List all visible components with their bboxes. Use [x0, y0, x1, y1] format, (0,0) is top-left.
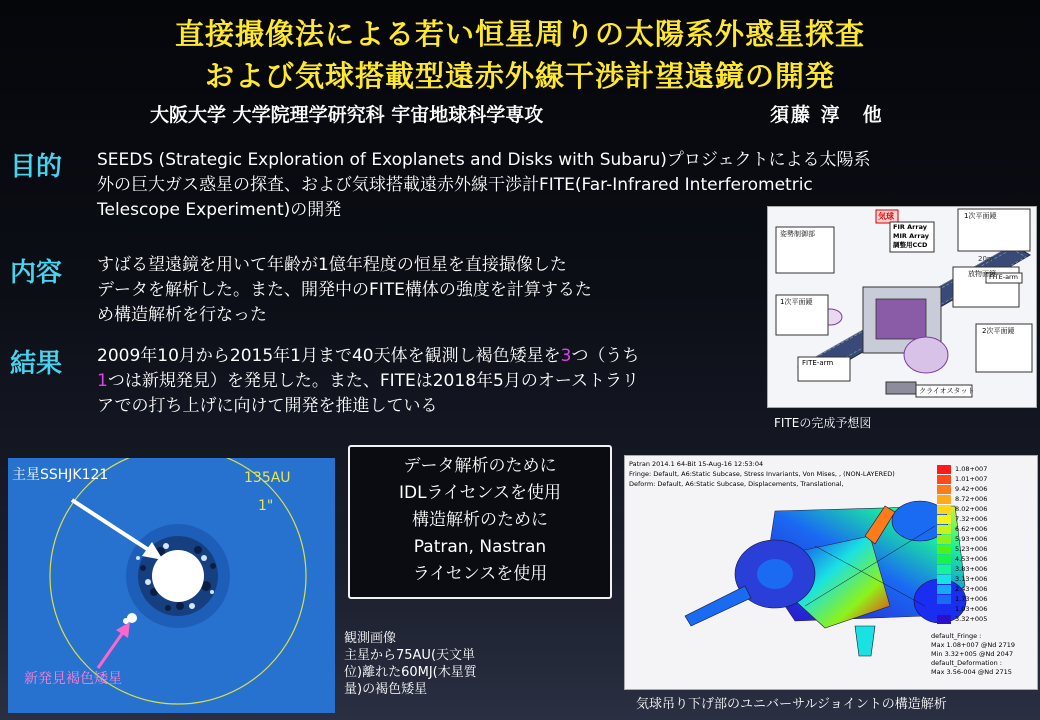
author: 須藤 淳 他	[770, 104, 884, 126]
content-line: め構造解析を行なった	[97, 305, 267, 325]
title-line-2: および気球搭載型遠赤外線干渉計望遠鏡の開発	[204, 59, 835, 93]
fite-label-arm-l: FITE-arm	[802, 359, 834, 367]
results-text-a: 2009年10月から2015年1月まで40天体を観測し褐色矮星を	[97, 346, 561, 366]
fea-legend-row	[937, 604, 1033, 614]
fea-legend-swatch	[937, 535, 951, 544]
fite-label-fir: FIR Array	[893, 223, 927, 231]
fea-footer-line: Min 3.32+005 @Nd 2047	[931, 650, 1014, 658]
purpose-heading: 目的	[10, 152, 63, 182]
fite-caption: FITEの完成予想図	[774, 416, 872, 430]
title-line-1: 直接撮像法による若い恒星周りの太陽系外惑星探査	[174, 17, 865, 51]
fea-legend-row	[937, 494, 1033, 504]
fea-legend-row	[937, 484, 1033, 494]
fite-label-ccd: 調整用CCD	[893, 241, 928, 249]
fea-header-line: Fringe: Default, A6:Static Subcase, Stress Invariants, Von Mises, , (NON-LAYERED)	[629, 470, 895, 478]
results-text-c: つは新規発見）を発見した。また、FITEは2018年5月のオーストラリ	[107, 371, 639, 391]
results-text	[97, 344, 777, 419]
results-line-2	[97, 369, 777, 394]
fea-footer-line: Max 1.08+007 @Nd 2719	[931, 641, 1015, 649]
license-line: ライセンスを使用	[412, 564, 548, 584]
fea-footer-line: Max 3.56-004 @Nd 2715	[931, 668, 1012, 676]
fite-label-cryo: クライオスタット	[919, 387, 975, 395]
fea-legend-row	[937, 524, 1033, 534]
purpose-line: 外の巨大ガス惑星の探査、および気球搭載遠赤外線干渉計FITE(Far-Infrared Interferometric	[97, 175, 813, 195]
new-discovery-count: 1	[97, 371, 108, 391]
fea-legend-swatch	[937, 555, 951, 564]
fea-legend-swatch	[937, 515, 951, 524]
scale-arcsec-label: 1"	[258, 498, 274, 514]
fea-legend-row	[937, 534, 1033, 544]
fea-legend-row	[937, 464, 1033, 474]
content-text	[97, 253, 777, 328]
fea-legend-rows	[937, 464, 1033, 624]
fea-legend-value: 7.32+006	[955, 515, 988, 523]
fite-label-attitude: 姿勢制御部	[780, 230, 815, 238]
fea-legend-value: 1.08+007	[955, 465, 988, 473]
fea-legend-row	[937, 474, 1033, 484]
fea-legend-value: 4.53+006	[955, 555, 988, 563]
fea-legend-swatch	[937, 495, 951, 504]
fea-footer-line: default_Fringe :	[931, 632, 982, 640]
fea-legend-value: 8.02+006	[955, 505, 988, 513]
fea-legend-swatch	[937, 505, 951, 514]
results-heading: 結果	[10, 349, 63, 379]
fea-legend-value: 1.73+006	[955, 595, 988, 603]
fite-label-arrays	[893, 223, 929, 250]
license-line: データ解析のために	[403, 456, 557, 476]
host-star-label: 主星SSHJK121	[12, 467, 109, 483]
license-line: IDLライセンスを使用	[398, 483, 562, 503]
obs-caption-line: 観測画像	[344, 631, 397, 646]
fea-legend-row	[937, 504, 1033, 514]
fea-legend-swatch	[937, 465, 951, 474]
observation-caption	[344, 630, 477, 698]
scale-au-label: 135AU	[244, 470, 291, 486]
fea-legend	[937, 464, 1033, 624]
fea-legend-value: 1.01+007	[955, 475, 988, 483]
fea-legend-swatch	[937, 475, 951, 484]
fea-legend-swatch	[937, 575, 951, 584]
fea-legend-row	[937, 584, 1033, 594]
fea-header-line: Patran 2014.1 64-Bit 15-Aug-16 12:53:04	[629, 460, 764, 468]
fea-legend-swatch	[937, 545, 951, 554]
results-line-3: アでの打ち上げに向けて開発を推進している	[97, 396, 438, 416]
fea-legend-swatch	[937, 565, 951, 574]
observation-image	[8, 458, 335, 713]
fite-label-balloon: 気球	[878, 212, 894, 221]
fea-legend-swatch	[937, 585, 951, 594]
new-brown-dwarf-label: 新発見褐色矮星	[24, 671, 122, 687]
fea-legend-value: 3.83+006	[955, 565, 988, 573]
content-heading: 内容	[10, 258, 63, 288]
fea-legend-swatch	[937, 525, 951, 534]
affiliation: 大阪大学 大学院理学研究科 宇宙地球科学専攻	[150, 104, 544, 126]
fea-footer	[931, 632, 1015, 677]
fea-legend-row	[937, 594, 1033, 604]
fite-label-mir: MIR Array	[893, 232, 930, 240]
fite-label-parabola: 放物面鏡	[968, 270, 996, 278]
fea-legend-swatch	[937, 605, 951, 614]
brown-dwarf-count: 3	[560, 346, 572, 366]
fea-legend-swatch	[937, 595, 951, 604]
content-line: データを解析した。また、開発中のFITE構体の強度を計算するた	[97, 280, 592, 300]
results-line-1	[97, 344, 777, 369]
fea-figure	[624, 455, 1038, 690]
fea-legend-swatch	[937, 615, 951, 624]
fite-label-primary-l: 1次平面鏡	[780, 298, 813, 306]
license-line: 構造解析のために	[412, 510, 548, 530]
obs-caption-line: 量)の褐色矮星	[344, 682, 428, 697]
fea-legend-row	[937, 544, 1033, 554]
fea-legend-value: 3.13+006	[955, 575, 988, 583]
fite-label-primary-r: 1次平面鏡	[964, 212, 997, 220]
obs-caption-line: 主星から75AU(天文単	[344, 648, 476, 663]
fea-legend-row	[937, 554, 1033, 564]
obs-caption-line: 位)離れた60MJ(木星質	[344, 665, 477, 680]
content-line: すばる望遠鏡を用いて年齢が1億年程度の恒星を直接撮像した	[97, 255, 567, 275]
license-box	[348, 445, 612, 599]
fea-legend-row	[937, 574, 1033, 584]
fea-legend-swatch	[937, 485, 951, 494]
purpose-line: SEEDS (Strategic Exploration of Exoplanets and Disks with Subaru)プロジェクトによる太陽系	[97, 150, 871, 170]
fite-label-secondary: 2次平面鏡	[982, 327, 1015, 335]
fite-label-distance: 20m	[978, 255, 994, 263]
results-text-b: つ（うち	[571, 346, 640, 366]
fea-legend-value: 2.43+006	[955, 585, 988, 593]
fea-legend-row	[937, 514, 1033, 524]
fea-legend-value: 5.93+006	[955, 535, 988, 543]
purpose-line: Telescope Experiment)の開発	[97, 200, 342, 220]
fea-legend-row	[937, 564, 1033, 574]
fea-legend-value: 3.32+005	[955, 615, 988, 623]
fea-footer-line: default_Deformation :	[931, 659, 1002, 667]
fea-legend-value: 6.62+006	[955, 525, 988, 533]
fea-legend-row	[937, 614, 1033, 624]
fea-legend-value: 8.72+006	[955, 495, 988, 503]
fea-legend-value: 9.42+006	[955, 485, 988, 493]
fea-legend-value: 1.03+006	[955, 605, 988, 613]
fite-label-arm-r: FITE-arm	[989, 273, 1018, 281]
fite-figure	[767, 206, 1037, 408]
fea-caption: 気球吊り下げ部のユニバーサルジョイントの構造解析	[636, 697, 947, 712]
fea-header-line: Deform: Default, A6:Static Subcase, Displacements, Translational,	[629, 480, 844, 488]
fea-legend-value: 5.23+006	[955, 545, 988, 553]
license-line: Patran, Nastran	[413, 537, 547, 557]
